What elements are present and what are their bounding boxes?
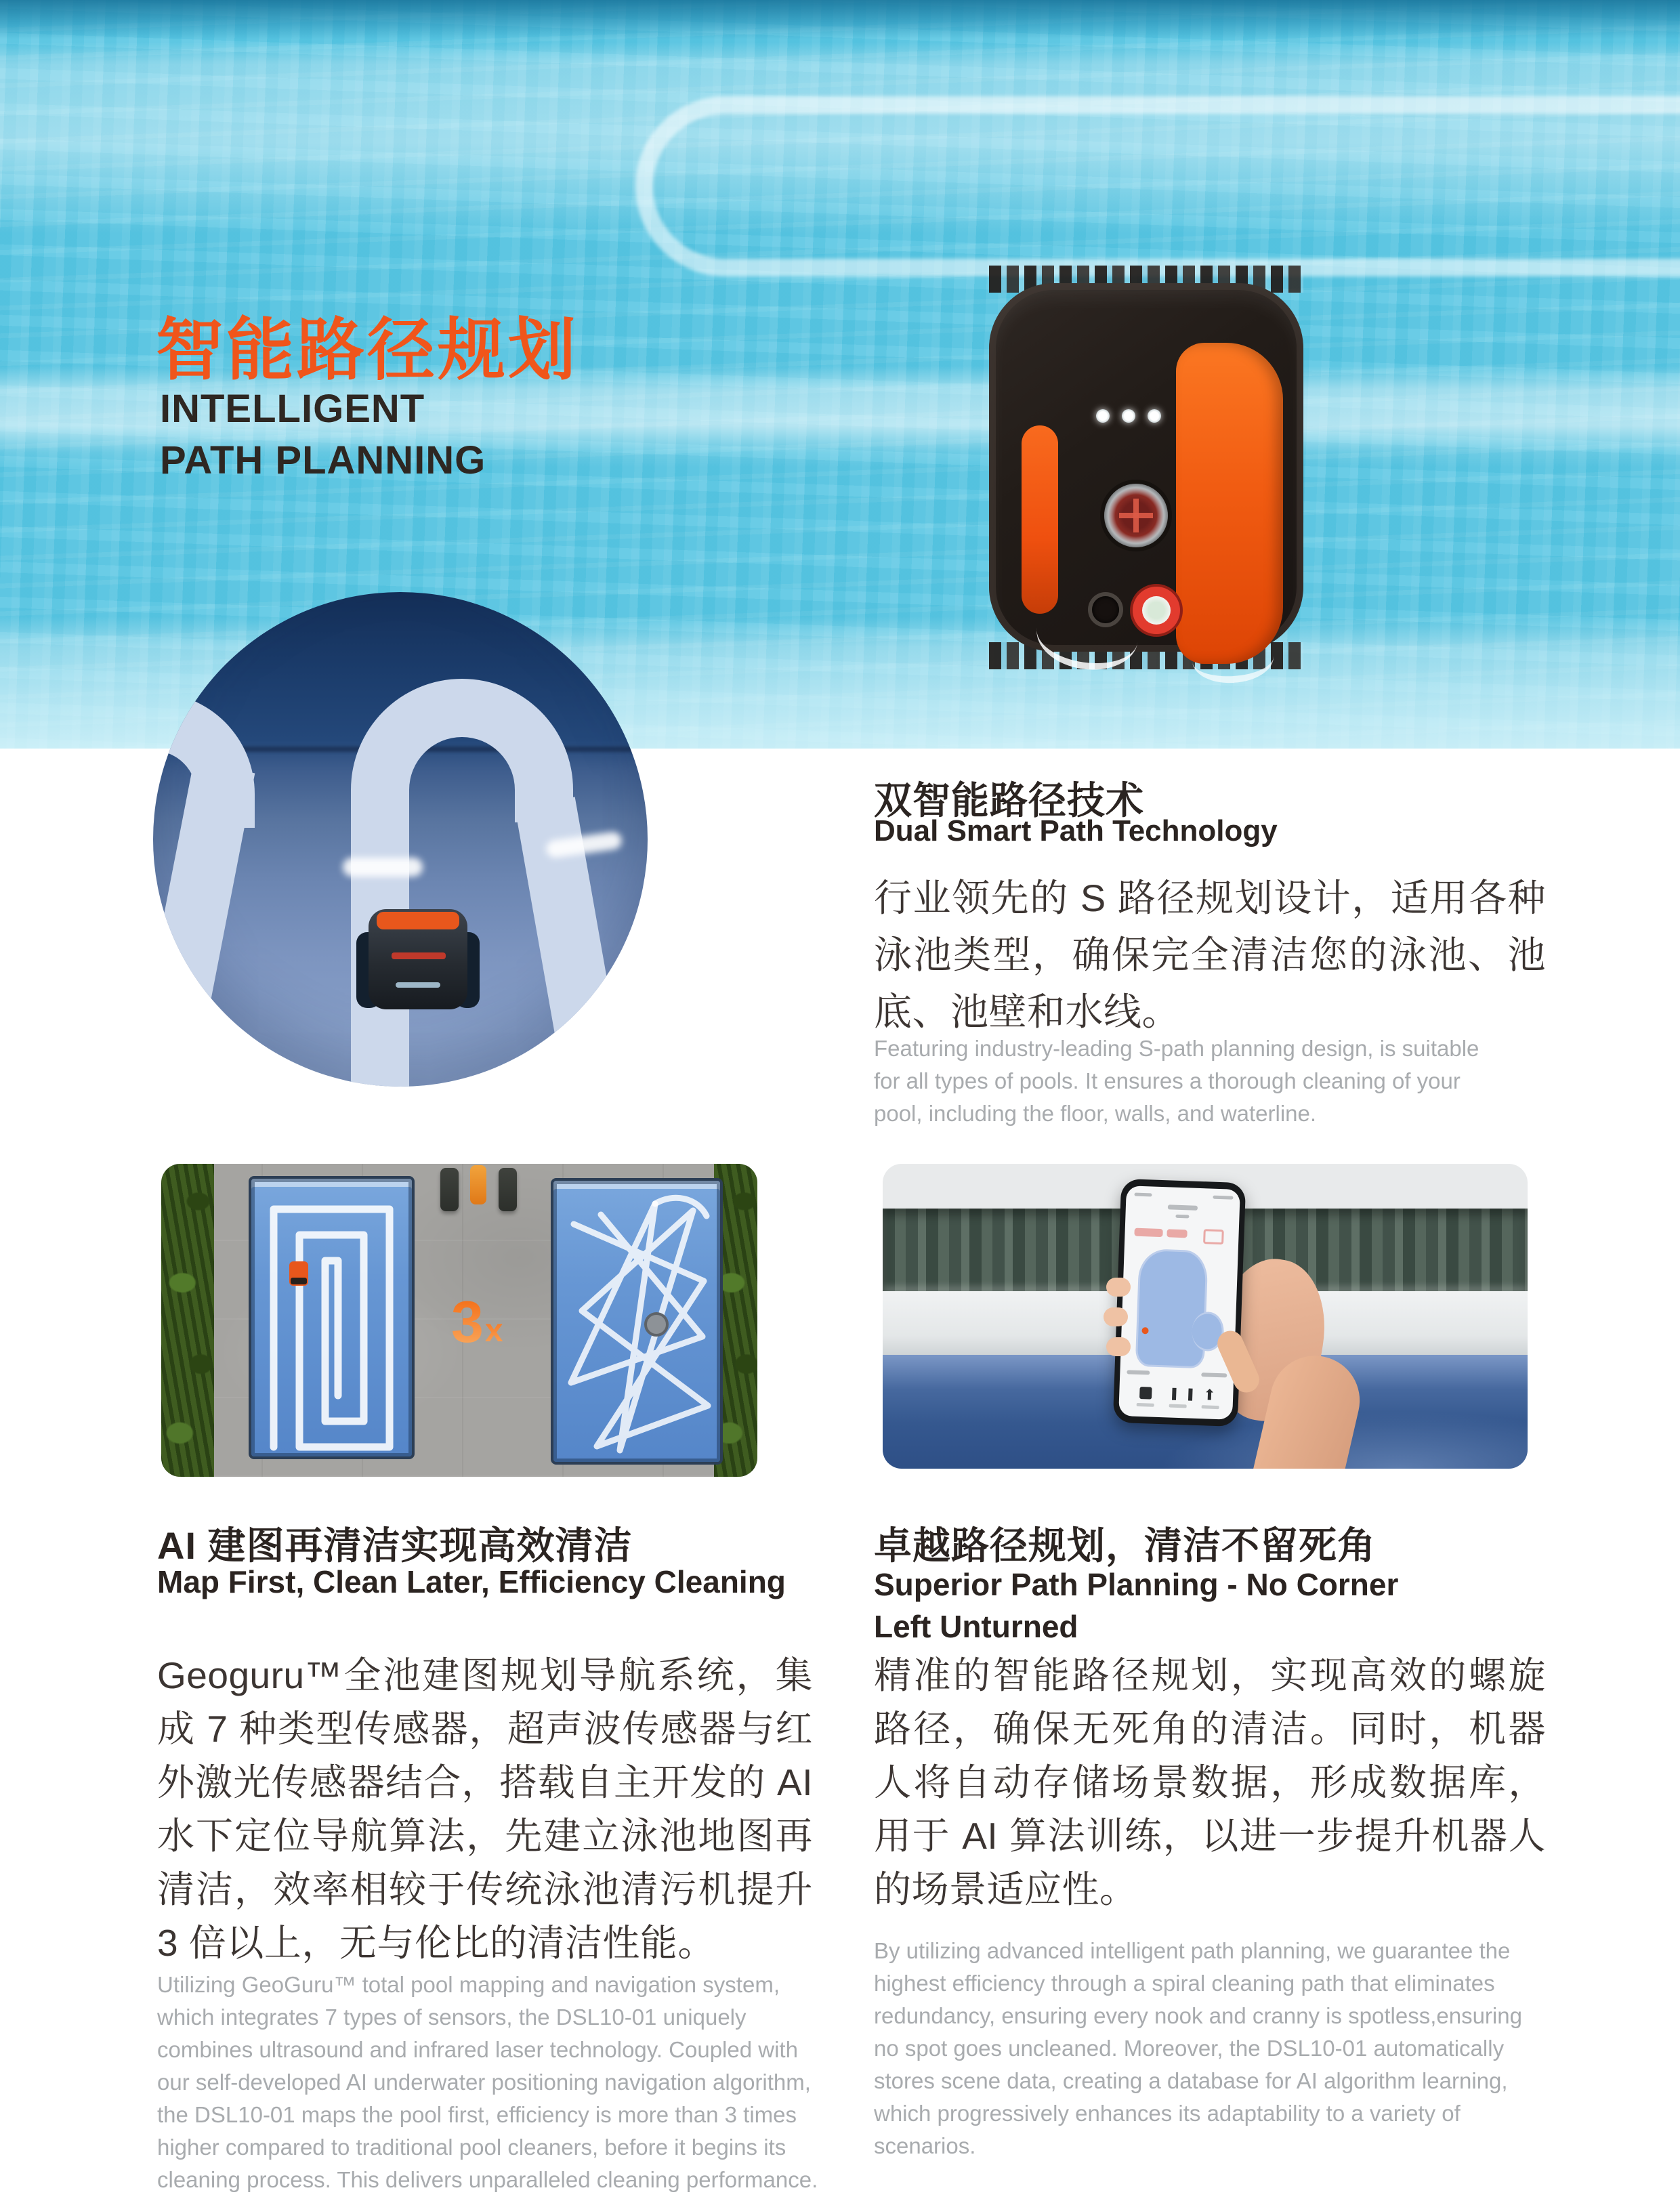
superior-heading-cn: 卓越路径规划，清洁不留死角 [874, 1524, 1376, 1567]
pool-with-planned-path [249, 1176, 415, 1459]
lane-glow [343, 858, 423, 877]
dual-section-body-cn: 行业领先的 S 路径规划设计，适用各种泳池类型，确保完全清洁您的泳池、池底、池壁和水线。 [874, 877, 1547, 1033]
mode-chip [1134, 1228, 1162, 1237]
smartphone [1113, 1179, 1246, 1427]
map-first-heading-en: Map First, Clean Later, Efficiency Cleaning [157, 1564, 786, 1599]
dual-section-body-en: Featuring industry-leading S-path planning design, is suitable for all types of pools. It ensures a thorough cleaning of your pool, including the floor, walls, and waterline. [874, 1036, 1479, 1126]
superior-heading-en-line1: Superior Path Planning - No Corner [874, 1567, 1399, 1602]
recall-icon [1204, 1389, 1217, 1402]
path-comparison-aerial-photo [161, 1164, 757, 1477]
device-status-bar [1175, 1215, 1189, 1219]
robot-orange-top [377, 912, 459, 929]
info-bar [1127, 1370, 1150, 1375]
robot-orange-cover-panel [1176, 343, 1283, 664]
finger-tip [1106, 1337, 1131, 1356]
factor-suffix: x [484, 1313, 503, 1349]
page-title-cn: 智能路径规划 [156, 312, 579, 388]
finger-tip [1106, 1278, 1131, 1297]
control-label-bar [1137, 1403, 1154, 1407]
orange-towel [470, 1165, 486, 1204]
robot-power-button [1133, 587, 1180, 634]
stop-icon [1139, 1387, 1152, 1400]
robot-orange-side-handle [1022, 425, 1058, 614]
robot-top-view-photo [989, 266, 1303, 669]
app-screen [1118, 1186, 1240, 1420]
pool-with-random-path [551, 1178, 723, 1465]
robot-led-light [1148, 409, 1161, 423]
robot-body [989, 283, 1303, 652]
planned-spiral-path-graphic [251, 1179, 412, 1456]
map-first-body-cn: Geoguru™全池建图规划导航系统，集成 7 种类型传感器，超声波传感器与红外激光传感器结合，搭载自主开发的 AI 水下定位导航算法，先建立泳池地图再清洁，效率相较于传统泳池清污机提升 3 倍以上，无与伦比的清洁性能。 [157, 1654, 813, 1964]
status-bar-element [1134, 1193, 1152, 1197]
map-first-heading-cn: AI 建图再清洁实现高效清洁 [157, 1524, 633, 1567]
page-title-en-line2: PATH PLANNING [160, 438, 486, 482]
info-bar [1201, 1372, 1227, 1377]
pool-lane-line-decoration [635, 96, 1680, 276]
page-title-en [160, 383, 486, 486]
superior-heading-en [874, 1564, 1398, 1648]
robot-compass-dial [1104, 484, 1168, 547]
device-name-bar [1168, 1204, 1198, 1211]
finger-tip [1104, 1307, 1128, 1326]
control-label-bar [1202, 1405, 1219, 1409]
superior-body-cn: 精准的智能路径规划，实现高效的螺旋路径，确保无死角的清洁。同时，机器人将自动存储场景数据，形成数据库，用于 AI 算法训练，以进一步提升机器人的场景适应性。 [874, 1654, 1546, 1910]
control-label-bar [1169, 1404, 1187, 1408]
superior-heading-en-line2: Left Unturned [874, 1609, 1078, 1644]
robot-red-stripe [392, 952, 446, 959]
pause-icon [1172, 1388, 1193, 1401]
cleaning-lane-uturn [351, 679, 573, 822]
page-title-en-line1: INTELLIGENT [160, 387, 425, 431]
dual-section-heading-cn: 双智能路径技术 [874, 779, 1144, 822]
grass-strip [161, 1164, 214, 1477]
mode-chip-outline [1203, 1229, 1224, 1244]
s-path-underwater-render [153, 592, 648, 1087]
gray-robot-marker [646, 1314, 667, 1335]
sun-lounger [440, 1168, 459, 1211]
pool-map-shape [1135, 1249, 1209, 1368]
robot-led-light [1122, 409, 1135, 423]
efficiency-factor-label [451, 1290, 503, 1355]
robot-led-light [1096, 409, 1110, 423]
factor-number: 3 [451, 1290, 484, 1355]
app-mapping-photo [883, 1164, 1528, 1469]
sun-lounger [499, 1168, 517, 1211]
underwater-robot [356, 909, 480, 1016]
status-bar-element [1213, 1196, 1233, 1200]
cleaning-lane-uturn [153, 692, 255, 828]
dual-section-heading-en: Dual Smart Path Technology [874, 814, 1278, 847]
mode-chip [1167, 1229, 1187, 1238]
map-first-body-en: Utilizing GeoGuru™ total pool mapping and navigation system, which integrates 7 types of sensors, the DSL10-01 uniquely combines ultrasound and infrared laser technology. Coupled with our self-developed AI underwater positioning navigation algorithm, the DSL10-01 maps the pool first, efficiency is more than 3 times higher compared to traditional pool cleaners, before it begins its cleaning process. This delivers unparalleled cleaning performance. [157, 1972, 818, 2192]
robot-light-bar [396, 982, 440, 988]
random-crisscross-path-graphic [553, 1181, 720, 1462]
superior-body-en: By utilizing advanced intelligent path planning, we guarantee the highest efficiency through a spiral cleaning path that eliminates redundancy, ensuring every nook and cranny is spotless,ensuring no spot goes uncleaned. Moreover, the DSL10-01 automatically stores scene data, creating a database for AI algorithm learning, which progressively enhances its adaptability to a variety of scenarios. [874, 1938, 1522, 2158]
